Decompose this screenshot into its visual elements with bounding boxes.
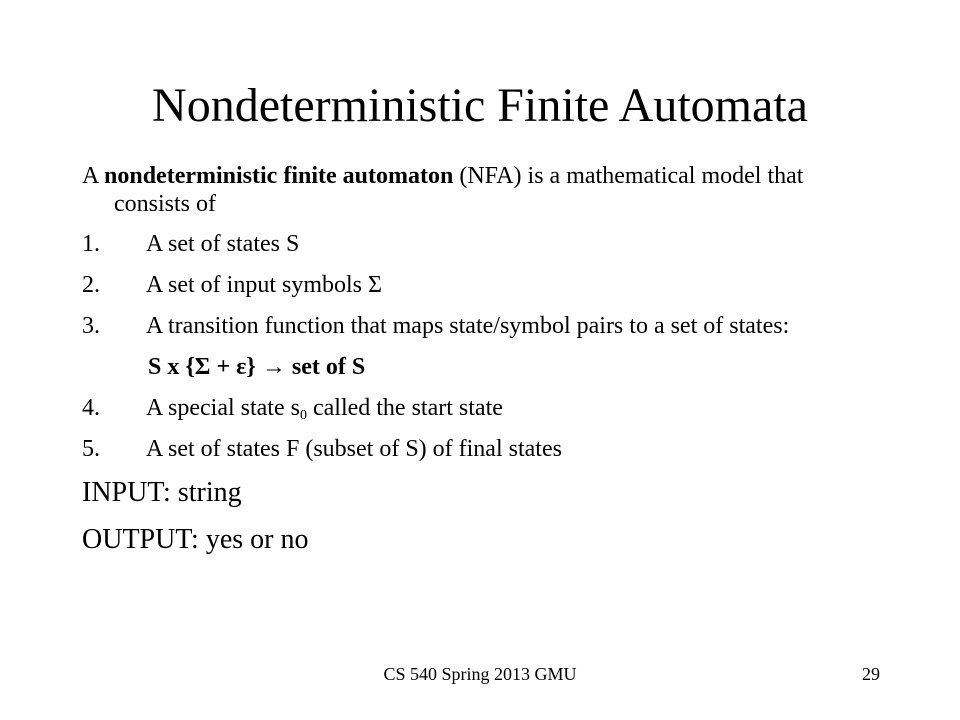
list-item xyxy=(82,312,882,340)
list-number: 2. xyxy=(82,272,100,298)
input-line: INPUT: string xyxy=(82,477,242,508)
list-number: 4. xyxy=(82,395,100,421)
list-item-text-after: called the start state xyxy=(306,395,503,421)
list-item-text: A transition function that maps state/symbol pairs to a set of states: xyxy=(146,313,790,339)
transition-formula: S x {Σ + ε} → set of S xyxy=(148,354,366,380)
component-list xyxy=(82,230,882,340)
list-number: 5. xyxy=(82,436,100,462)
intro-paragraph xyxy=(82,162,882,218)
intro-rest: (NFA) is a mathematical model that consists of xyxy=(114,163,804,217)
list-item-text: A set of states S xyxy=(146,231,300,257)
list-number: 3. xyxy=(82,313,100,339)
list-item xyxy=(82,230,882,258)
list-item-text: A set of states F (subset of S) of final states xyxy=(146,436,562,462)
footer-course: CS 540 Spring 2013 GMU xyxy=(383,664,577,684)
intro-lead: A xyxy=(82,163,105,189)
list-number: 1. xyxy=(82,231,100,257)
list-item-text: A set of input symbols Σ xyxy=(146,272,382,298)
list-item xyxy=(82,271,882,299)
component-list-continued xyxy=(82,394,882,463)
intro-term: nondeterministic finite automaton xyxy=(104,163,454,189)
output-line: OUTPUT: yes or no xyxy=(82,524,309,555)
list-item xyxy=(82,394,882,422)
list-item-text-before: A special state s xyxy=(146,395,300,421)
page-number: 29 xyxy=(862,664,880,684)
start-state-subscript: 0 xyxy=(299,408,307,423)
slide-body xyxy=(82,162,882,570)
list-item xyxy=(82,435,882,463)
slide-title: Nondeterministic Finite Automata xyxy=(152,79,808,132)
